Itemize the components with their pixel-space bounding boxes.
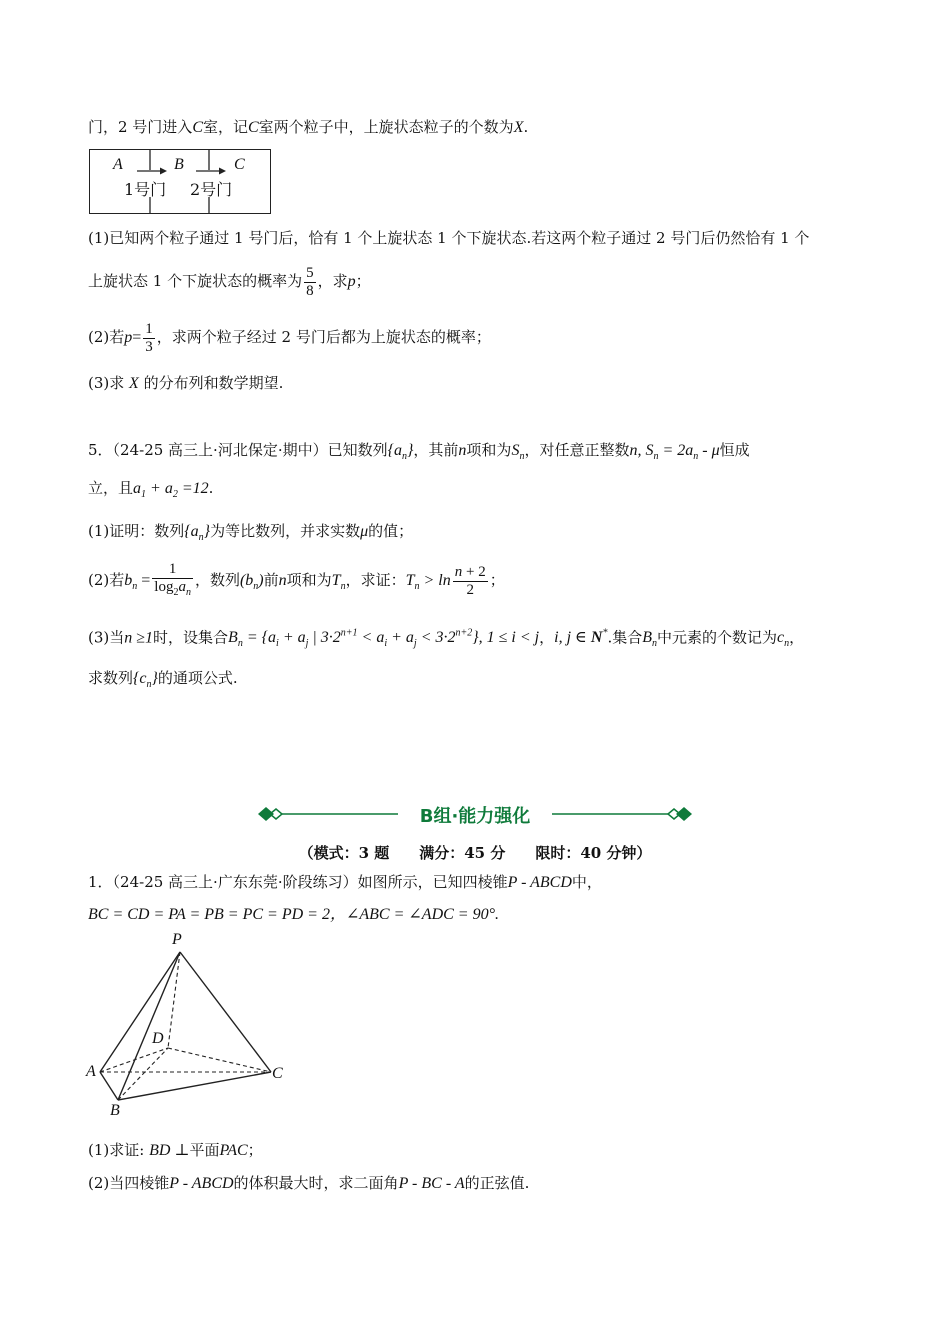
pyramid-figure (82, 931, 292, 1125)
q5-text: ，其前 (413, 441, 459, 459)
q4-text: (3)求 (88, 374, 125, 392)
vertex-a-label: A (86, 1063, 96, 1080)
plane-pac: PAC (219, 1142, 248, 1159)
q5-part3-line2 (88, 668, 238, 695)
q4-text: ； (355, 272, 371, 290)
var-c: C (192, 119, 203, 136)
q5-text: . (208, 479, 214, 497)
q5-text: ， (789, 628, 805, 647)
room-c-label: C (234, 156, 245, 173)
q4-text: 门，2 号门进入 (88, 118, 193, 136)
dihedral-angle: P - BC - A (398, 1175, 465, 1192)
var-p: p (347, 273, 356, 290)
qb1-part2 (88, 1173, 529, 1194)
vertex-b-label: B (110, 1102, 120, 1119)
q4-part2-line (88, 318, 491, 357)
q5-text: ，对任意正整数 (524, 441, 630, 459)
set-bn: $B_n = \{a_i + a_j$ | $3\cdot 2^{n+1} < a_i + a_j < 3\cdot 2^{n+2}$}, 1 ≤ i < j (228, 628, 540, 650)
q5-text: 为等比数列，并求实数 (210, 522, 361, 540)
var-n: n (278, 572, 287, 589)
q5-text: (2)若 (88, 571, 125, 589)
cond-n: n ≥1 (124, 629, 154, 647)
qb1-text: 的体积最大时，求二面角 (233, 1174, 399, 1192)
q5-text: 中元素的个数记为 (657, 628, 778, 647)
pyramid-name: P - ABCD (507, 874, 572, 891)
fraction-numerator: 1 (152, 561, 193, 579)
q5-text: 的值； (368, 522, 414, 540)
q5-text: 恒成 (719, 441, 750, 459)
q4-text: 室两个粒子中，上旋状态粒子的个数为 (258, 118, 514, 136)
q5-text: ； (489, 571, 505, 589)
q5-text: ，求证： (345, 571, 406, 589)
fraction-numerator: 5 (306, 264, 314, 281)
q5-text: 项和为 (286, 571, 332, 589)
q5-text: 立，且 (88, 479, 134, 497)
cond-ij: i, j ∈ N* (554, 628, 608, 647)
q5-text: 的通项公式. (157, 669, 238, 687)
qb1-text: 的正弦值. (464, 1174, 530, 1192)
section-b-meta: （模式：3 题 满分：45 分 限时：40 分钟） (298, 844, 652, 862)
var-bn-set: $B_n$ (642, 629, 658, 650)
qb1-conditions: BC = CD = PA = PB = PC = PD = 2，∠ABC = ∠ADC = 90°. (88, 906, 499, 923)
vertex-c-label: C (272, 1065, 283, 1082)
q4-text: ，求 (317, 272, 348, 290)
q4-continuation-line (88, 117, 528, 138)
gate-1-label: 1号门 (124, 180, 167, 199)
seq-bn: $(b_n)$ (239, 572, 264, 593)
var-tn: $T_n$ (331, 572, 346, 593)
room-b-label: B (174, 156, 184, 173)
section-b-title: B组·能力强化 (419, 806, 531, 827)
q5-part2 (88, 560, 505, 607)
qb1-text: 1．（24-25 高三上·广东东莞·阶段练习）如图所示，已知四棱锥 (88, 873, 508, 891)
formula-a1-a2: $a_1 + a_2 =12$ (133, 480, 209, 501)
section-b-header (0, 800, 950, 830)
qb1-text: ； (247, 1141, 263, 1159)
var-cn: $c_n$ (777, 629, 790, 650)
formula-bd-perp: BD ⊥ (149, 1142, 190, 1159)
var-n: n (458, 442, 467, 459)
q5-part1 (88, 521, 413, 548)
q5-text: ，数列 (194, 571, 240, 589)
fraction-denominator: 3 (145, 338, 153, 355)
q5-text: 5．（24-25 高三上·河北保定·期中）已知数列 (88, 441, 388, 459)
qb1-line1 (88, 872, 602, 893)
fraction-numerator: 1 (145, 320, 153, 337)
fraction-numerator: n + 2 (454, 563, 486, 580)
fraction-bn (152, 561, 193, 601)
var-x: X (513, 119, 524, 136)
qb1-text: (2)当四棱锥 (88, 1174, 170, 1192)
fraction-1-3 (143, 321, 155, 356)
q4-text: . (523, 118, 529, 136)
q5-line1 (88, 440, 750, 467)
q4-text: 室，记 (202, 118, 248, 136)
q4-part3-line (88, 373, 283, 394)
qb1-text: 平面 (189, 1141, 220, 1159)
vertex-p-label: P (172, 931, 182, 948)
fraction-5-8 (304, 265, 316, 300)
fraction-denominator: $\log_2a_n$ (154, 579, 191, 598)
q5-text: (3)当 (88, 628, 125, 647)
var-mu: μ (360, 523, 369, 540)
inequality-tn: $T_n > \ln$ (405, 572, 451, 593)
q5-line2 (88, 478, 213, 505)
var-x: X (129, 375, 139, 392)
var-sn: $S_n$ (511, 442, 525, 463)
q5-text: 时，设集合 (153, 628, 229, 647)
q5-part3-line1: (3)当n ≥1时，设集合$B_n = \{a_i + a_j$ | $3\cdot 2^{n+1} < a_i + a_j < 3\cdot 2^{n+2}$}, 1 ≤ i < j，i, j ∈ N*.集合$B_n$中元素的个数记为$c_n$， (88, 628, 805, 650)
q5-text: 求数列 (88, 669, 134, 687)
q4-part1-line1: (1)已知两个粒子通过 1 号门后，恰有 1 个上旋状态 1 个下旋状态.若这两个粒子通过 2 号门后仍然恰有 1 个 (88, 229, 810, 247)
q5-text: 集合 (612, 628, 643, 647)
q4-text: ，求两个粒子经过 2 号门后都为上旋状态的概率； (156, 328, 491, 346)
equals-sign: = (132, 329, 142, 346)
q4-part1-line2 (88, 262, 371, 301)
equals-sign: = (137, 572, 151, 589)
room-a-label: A (113, 156, 123, 173)
q4-text: 的分布列和数学期望. (143, 374, 284, 392)
gate-diagram (89, 149, 271, 214)
seq-an: $\{a_n\}$ (387, 442, 414, 463)
fraction-denominator: 2 (466, 581, 474, 598)
qb1-text: 中， (571, 873, 602, 891)
pyramid-drawing (82, 935, 292, 1125)
seq-cn: $\{c_n\}$ (133, 670, 158, 691)
qb1-part1 (88, 1140, 263, 1161)
q5-text: (1)证明：数列 (88, 522, 185, 540)
var-c: C (248, 119, 259, 136)
q5-text: 前 (263, 571, 279, 589)
fraction-denominator: 8 (306, 282, 314, 299)
vertex-d-label: D (152, 1030, 164, 1047)
seq-an: $\{a_n\}$ (184, 523, 211, 544)
q4-text: (2)若 (88, 328, 125, 346)
q5-text: 项和为 (466, 441, 512, 459)
fraction-n-plus-2 (453, 564, 488, 599)
pyramid-name: P - ABCD (169, 1175, 234, 1192)
var-bn: $b_n$ (124, 572, 138, 593)
var-p: p (124, 329, 133, 346)
q4-text: 上旋状态 1 个下旋状态的概率为 (88, 272, 303, 290)
gate-2-label: 2号门 (190, 180, 233, 199)
formula-sn: n, $S_n = 2a_n - \mu$ (629, 442, 720, 463)
qb1-text: (1)求证: (88, 1141, 145, 1159)
